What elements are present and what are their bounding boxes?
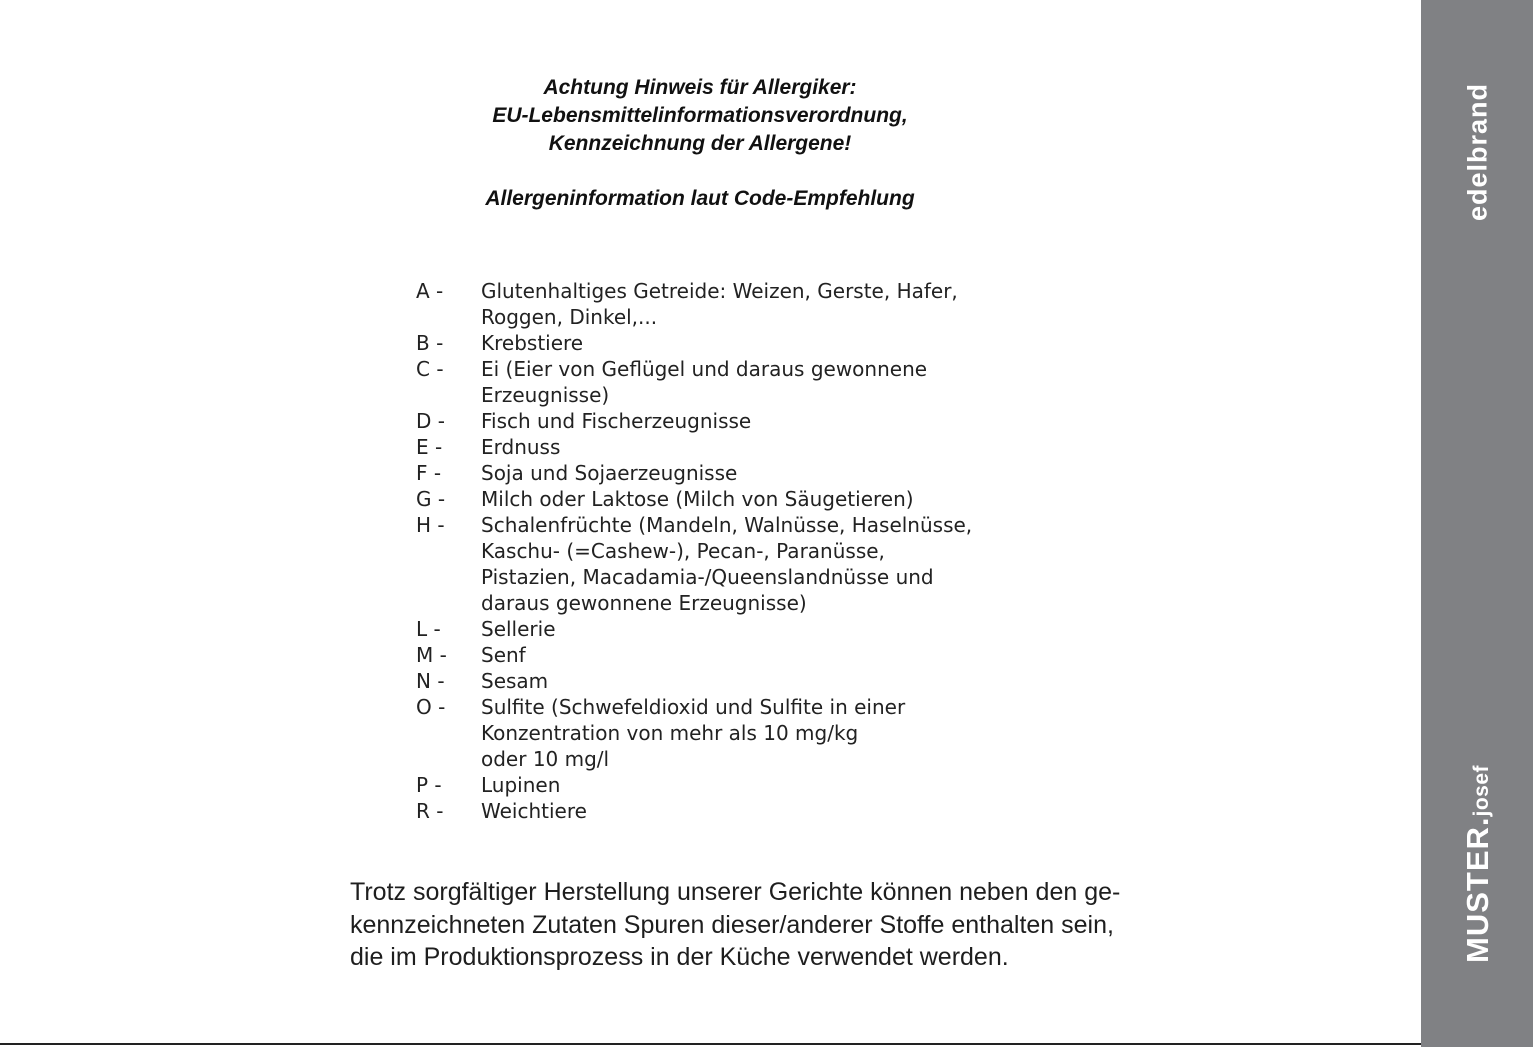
footer-note <box>350 876 1210 974</box>
heading-line-1: Achtung Hinweis für Allergiker: <box>543 76 857 99</box>
allergen-code: C - <box>416 357 444 381</box>
allergen-code: N - <box>416 669 445 693</box>
allergen-code: D - <box>416 409 445 433</box>
allergen-item <box>416 460 1056 486</box>
allergen-code: R - <box>416 799 444 823</box>
allergen-item <box>416 798 1056 824</box>
allergen-item <box>416 616 1056 642</box>
allergen-description: Sesam <box>481 669 549 693</box>
allergen-description: Ei (Eier von Geflügel und daraus gewonnene Erzeugnisse) <box>481 357 928 407</box>
allergen-description: Erdnuss <box>481 435 561 459</box>
allergen-code: M - <box>416 643 447 667</box>
heading-line-3: Kennzeichnung der Allergene! <box>548 132 852 155</box>
bottom-divider <box>0 1043 1421 1045</box>
allergen-item <box>416 434 1056 460</box>
allergen-description: Weichtiere <box>481 799 587 823</box>
brand-muster-josef <box>1460 765 1496 963</box>
allergen-item <box>416 356 1056 408</box>
allergen-code: F - <box>416 461 442 485</box>
brand-josef: josef <box>1470 764 1493 817</box>
heading-line-2: EU-Lebensmittelinformationsverordnung, <box>492 104 908 127</box>
allergen-description: Fisch und Fischerzeugnisse <box>481 409 752 433</box>
allergen-item <box>416 408 1056 434</box>
allergen-code: E - <box>416 435 443 459</box>
allergen-code: L - <box>416 617 441 641</box>
allergen-description: Lupinen <box>481 773 561 797</box>
allergen-code: G - <box>416 487 446 511</box>
allergen-code: O - <box>416 695 446 719</box>
allergen-description: Sellerie <box>481 617 556 641</box>
allergen-description: Milch oder Laktose (Milch von Säugetieren) <box>481 487 914 511</box>
allergen-item <box>416 772 1056 798</box>
brand-edelbrand: edelbrand <box>1462 82 1493 222</box>
allergen-item <box>416 330 1056 356</box>
allergen-description: Soja und Sojaerzeugnisse <box>481 461 738 485</box>
footer-note-line-3: die im Produktionsprozess in der Küche verwendet werden. <box>350 943 1009 971</box>
allergen-code: P - <box>416 773 442 797</box>
allergen-description: Schalenfrüchte (Mandeln, Walnüsse, Haselnüsse, Kaschu- (=Cashew-), Pecan-, Paranüsse, Pistazien, Macadamia-/Queenslandnüsse und daraus gewonnene Erzeugnisse) <box>481 513 973 615</box>
allergen-code: A - <box>416 279 444 303</box>
brand-muster: MUSTER. <box>1460 816 1495 964</box>
allergen-description: Krebstiere <box>481 331 584 355</box>
allergen-item <box>416 668 1056 694</box>
allergen-description: Senf <box>481 643 526 667</box>
allergen-item <box>416 278 1056 330</box>
allergen-code: B - <box>416 331 444 355</box>
allergen-description: Glutenhaltiges Getreide: Weizen, Gerste, Hafer, Roggen, Dinkel,... <box>481 279 958 329</box>
allergen-description: Sulfite (Schwefeldioxid und Sulfite in einer Konzentration von mehr als 10 mg/kg oder 10 mg/l <box>481 695 906 771</box>
footer-note-line-1: Trotz sorgfältiger Herstellung unserer Gerichte können neben den ge- <box>350 878 1121 906</box>
allergen-code: H - <box>416 513 445 537</box>
allergen-item <box>416 512 1056 616</box>
allergy-heading <box>400 74 1000 158</box>
allergen-item <box>416 694 1056 772</box>
allergen-item <box>416 486 1056 512</box>
allergy-subheading: Allergeninformation laut Code-Empfehlung <box>485 187 915 210</box>
allergen-item <box>416 642 1056 668</box>
footer-note-line-2: kennzeichneten Zutaten Spuren dieser/anderer Stoffe enthalten sein, <box>350 910 1114 939</box>
allergen-list <box>416 278 1056 824</box>
